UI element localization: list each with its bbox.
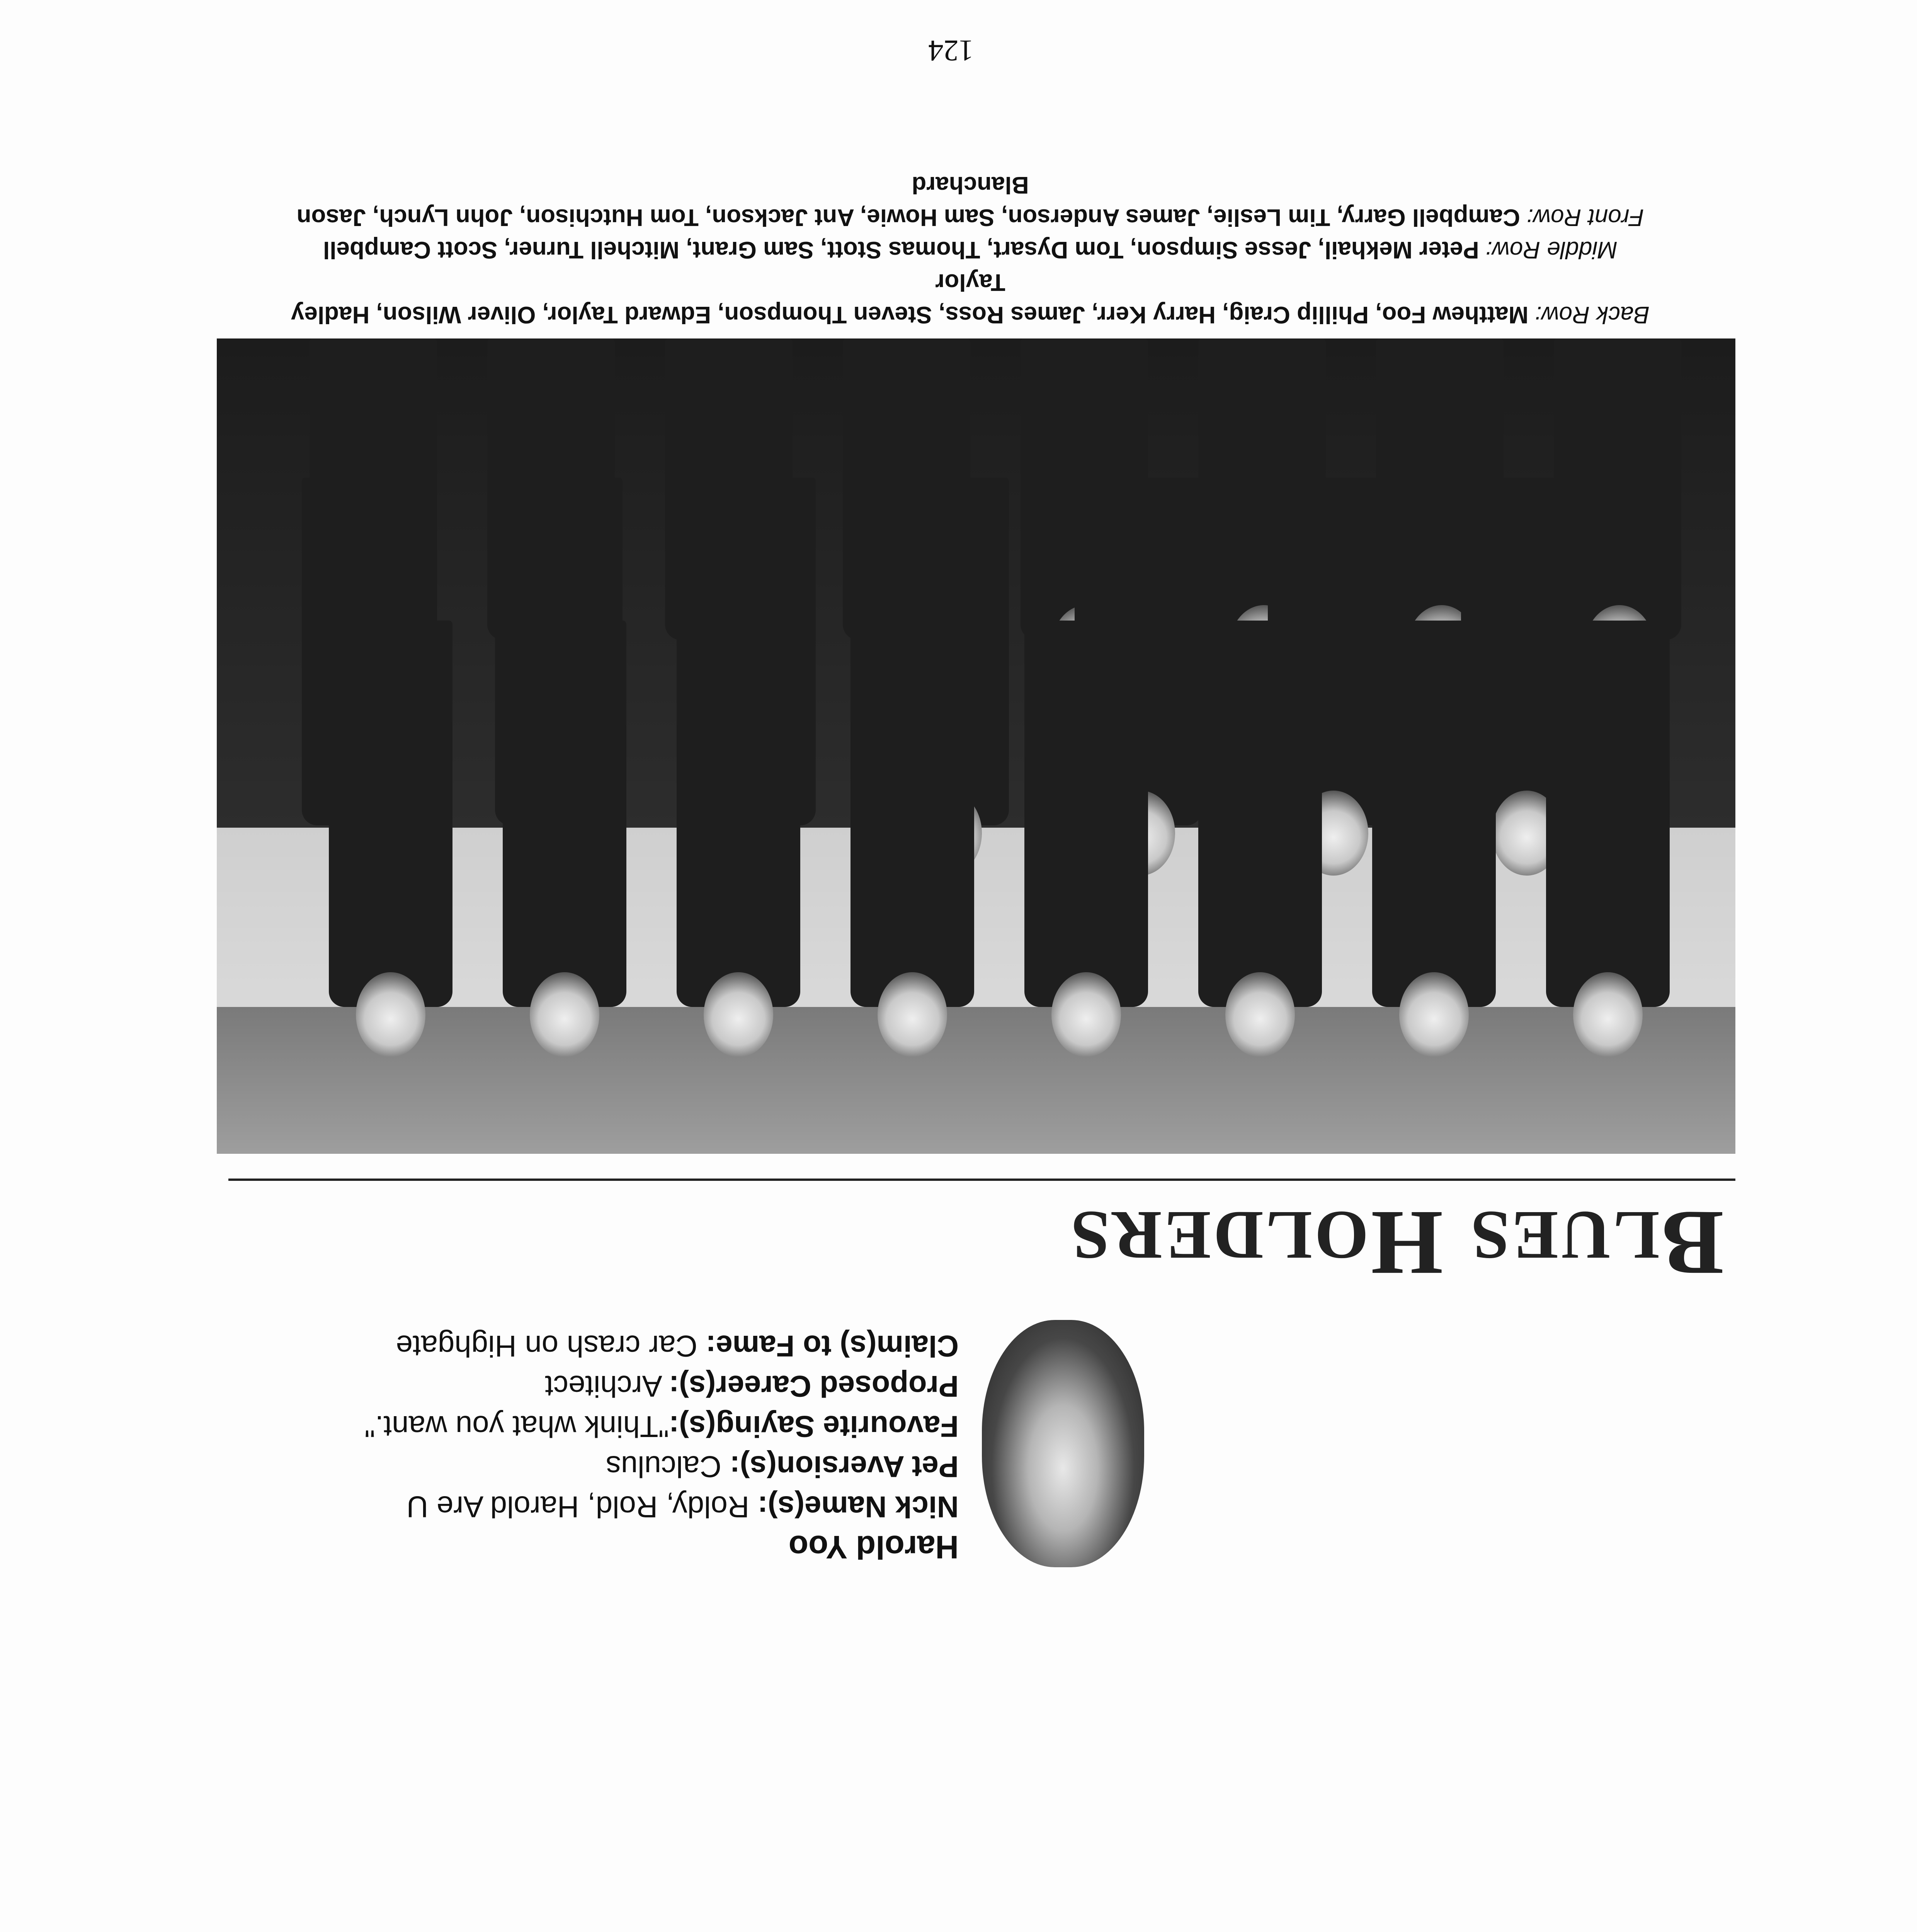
figure-body <box>1024 621 1148 1007</box>
profile-field <box>263 1366 959 1406</box>
field-value: Calculus <box>606 1450 730 1484</box>
portrait-photo <box>982 1320 1144 1567</box>
figure-head <box>356 972 425 1057</box>
photo-caption <box>255 168 1685 331</box>
group-photo <box>217 338 1735 1154</box>
caption-front-row <box>255 168 1685 233</box>
figure-head <box>704 972 773 1057</box>
field-value: Car crash on Highgate <box>396 1329 706 1363</box>
profile-field <box>263 1326 959 1366</box>
figure-body <box>1372 621 1496 1007</box>
profile-field <box>263 1447 959 1487</box>
figure-head <box>1399 972 1469 1057</box>
caption-row-label: Front Row: <box>1527 204 1644 231</box>
figure-head <box>1573 972 1643 1057</box>
caption-back-row <box>255 266 1685 331</box>
title-divider <box>228 1179 1735 1181</box>
title-rest: OLDERS <box>1068 1197 1369 1274</box>
title-initial: B <box>1659 1192 1724 1295</box>
title-initial: H <box>1369 1192 1443 1295</box>
field-label: Nick Name(s): <box>757 1490 959 1524</box>
field-label: Proposed Career(s): <box>669 1369 959 1403</box>
field-label: Claim(s) to Fame: <box>706 1329 959 1363</box>
caption-row-label: Middle Row: <box>1485 236 1618 263</box>
figure-body <box>677 621 800 1007</box>
field-value: Architect <box>545 1369 669 1403</box>
caption-row-label: Back Row: <box>1535 301 1650 328</box>
figure-head <box>1051 972 1121 1057</box>
caption-names: Peter Mekhail, Jesse Simpson, Tom Dysart, Thomas Stott, Sam Grant, Mitchell Turner, Scott Campbell <box>323 236 1486 263</box>
figure-body <box>503 621 626 1007</box>
caption-names: Campbell Garry, Tim Leslie, James Anderson, Sam Howie, Ant Jackson, Tom Hutchison, John Lynch, Jason Blanchard <box>296 172 1527 231</box>
profile-field <box>263 1406 959 1447</box>
title-rest: LUES <box>1468 1197 1660 1274</box>
section-title <box>1069 1190 1724 1297</box>
page-number: 124 <box>928 34 974 68</box>
field-label: Favourite Saying(s): <box>669 1410 959 1444</box>
profile-text <box>263 1326 959 1567</box>
field-value: Roldy, Rold, Harold Are U <box>406 1490 758 1524</box>
profile-name: Harold Yoo <box>788 1529 959 1565</box>
figure-body <box>1546 621 1670 1007</box>
profiles-area <box>0 1281 1917 1932</box>
caption-middle-row <box>255 233 1685 266</box>
figure-body <box>329 621 452 1007</box>
figure-head <box>1225 972 1295 1057</box>
caption-names: Matthew Foo, Phillip Craig, Harry Kerr, James Ross, Steven Thompson, Edward Taylor, Oliver Wilson, Hadley Taylor <box>291 269 1535 328</box>
field-value: "Think what you want." <box>364 1410 669 1444</box>
profile-field <box>263 1487 959 1527</box>
figure-head <box>530 972 599 1057</box>
figure-body <box>1198 621 1322 1007</box>
figure-head <box>878 972 947 1057</box>
figure-body <box>850 621 974 1007</box>
field-label: Pet Aversion(s): <box>730 1450 959 1484</box>
